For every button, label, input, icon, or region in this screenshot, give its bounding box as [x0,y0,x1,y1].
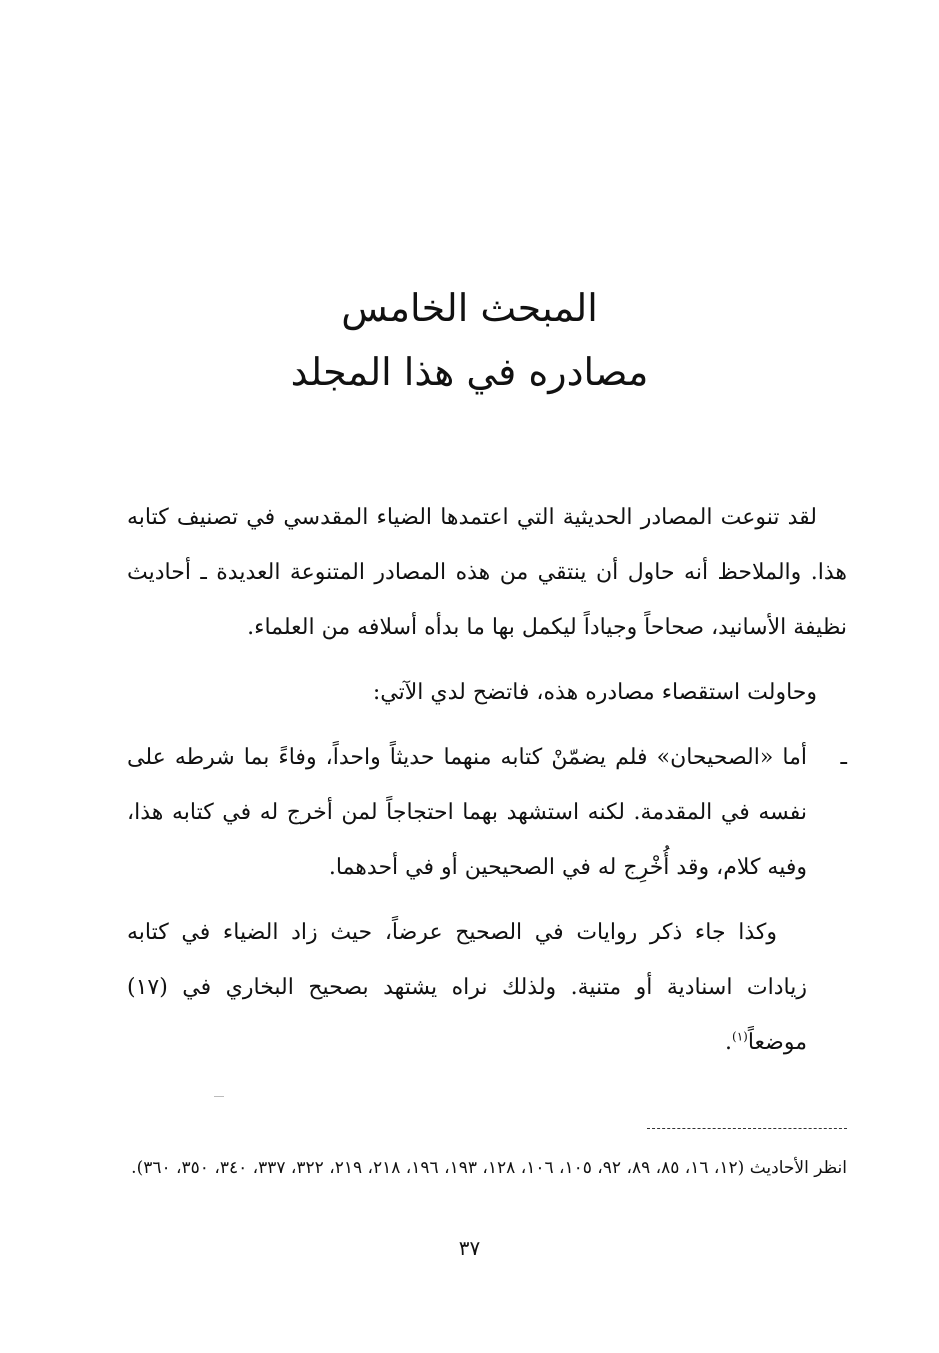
continuation-text: وكذا جاء ذكر روايات في الصحيح عرضاً، حيث زاد الضياء في كتابه زيادات اسنادية أو متنية. ولذلك نراه يشتهد بصحيح البخاري في (١٧) موضعاً [127,920,807,1055]
scan-mark [214,1096,224,1097]
footnote-divider [647,1128,847,1129]
list-item [127,730,847,895]
intro-paragraph: لقد تنوعت المصادر الحديثية التي اعتمدها الضياء المقدسي في تصنيف كتابه هذا. والملاحظ أنه حاول أن ينتقي من هذه المصادر المتنوعة العديدة ـ أحاديث نظيفة الأسانيد، صحاحاً وجياداً ليكمل بها ما بدأه أسلافه من العلماء. [127,505,847,640]
sentence-end: . [725,1030,733,1055]
list-item-continuation [127,905,847,1070]
section-subtitle: مصادره في هذا المجلد [290,350,649,394]
footnote-text: انظر الأحاديث (١٢، ١٦، ٨٥، ٨٩، ٩٢، ١٠٥، ١٠٦، ١٢٨، ١٩٣، ١٩٦، ٢١٨، ٢١٩، ٣٢٢، ٣٣٧، ٣٤٠، ٣٥٠، ٣٦٠). [131,1158,847,1178]
chapter-heading [0,276,939,404]
list-dash: ـ [840,745,847,770]
footnote-reference[interactable]: (١) [732,1029,748,1044]
list-item-text: أما «الصحيحان» فلم يضمّنْ كتابه منهما حديثاً واحداً، وفاءً بما شرطه على نفسه في المقدمة. لكنه استشهد بهما احتجاجاً لمن أخرج له في كتابه هذا، وفيه كلام، وقد أُخْرِج له في الصحيحين أو في أحدهما. [127,745,807,880]
lead-paragraph: وحاولت استقصاء مصادره هذه، فاتضح لدي الآتي: [372,680,817,705]
sources-list [127,730,847,1070]
main-text [127,490,847,1070]
page-number: ٣٧ [458,1236,481,1260]
section-title: المبحث الخامس [341,286,598,330]
